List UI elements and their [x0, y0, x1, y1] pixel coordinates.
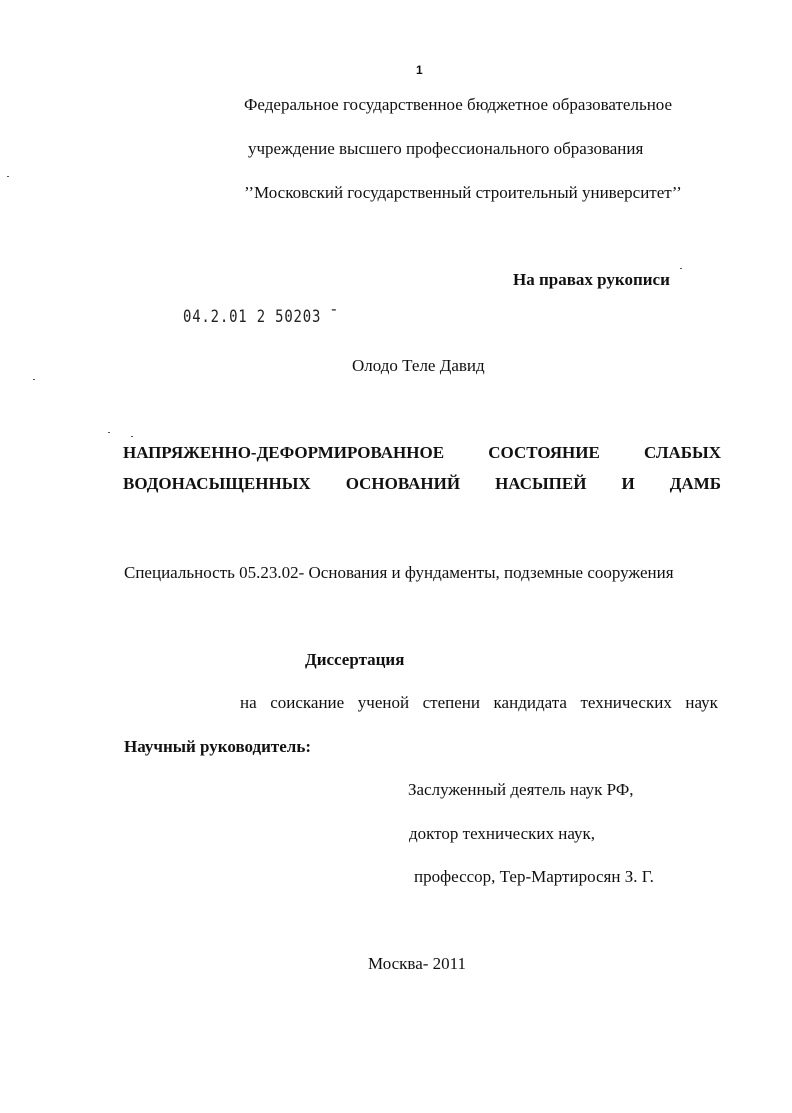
- title-word: ОСНОВАНИЙ: [345, 474, 461, 493]
- degree-word: кандидата: [493, 693, 567, 712]
- scan-speck: [33, 379, 35, 380]
- scan-speck: [108, 432, 110, 433]
- scan-speck: [131, 436, 133, 437]
- degree-word: технических: [580, 693, 672, 712]
- registration-stamp: 04.2.01 2 50203 ̄: [183, 307, 331, 327]
- institution-line-3: ’’Московский государственный строительный университет’’: [244, 183, 682, 202]
- institution-line-2: учреждение высшего профессионального образования: [248, 139, 644, 158]
- degree-word: ученой: [357, 693, 410, 712]
- title-word: НАПРЯЖЕННО-ДЕФОРМИРОВАННОЕ: [123, 443, 445, 462]
- title-word: НАСЫПЕЙ: [495, 474, 587, 493]
- page-number: 1: [416, 63, 423, 77]
- manuscript-note: На правах рукописи: [513, 270, 670, 289]
- dissertation-title-line-1: [123, 443, 721, 463]
- document-type: Диссертация: [305, 650, 405, 669]
- supervisor-name: профессор, Тер-Мартиросян З. Г.: [414, 867, 654, 886]
- author-name: Олодо Теле Давид: [352, 356, 485, 375]
- place-year: Москва- 2011: [368, 954, 467, 973]
- title-word: СОСТОЯНИЕ: [488, 443, 600, 462]
- degree-word: степени: [422, 693, 480, 712]
- scan-speck: [680, 268, 682, 269]
- title-word: И: [621, 474, 635, 493]
- specialty: Специальность 05.23.02- Основания и фундаменты, подземные сооружения: [124, 563, 674, 582]
- supervisor-heading: Научный руководитель:: [124, 737, 311, 756]
- degree-word: на: [240, 693, 257, 712]
- degree-word: соискание: [270, 693, 345, 712]
- supervisor-honor: Заслуженный деятель наук РФ,: [408, 780, 634, 799]
- supervisor-degree: доктор технических наук,: [409, 824, 596, 843]
- institution-line-1: Федеральное государственное бюджетное образовательное: [244, 95, 673, 114]
- scan-speck: [7, 176, 9, 177]
- title-word: ДАМБ: [669, 474, 721, 493]
- degree-word: наук: [685, 693, 718, 712]
- dissertation-title-line-2: [123, 474, 721, 494]
- title-word: СЛАБЫХ: [643, 443, 721, 462]
- degree-line: [240, 693, 718, 713]
- title-word: ВОДОНАСЫЩЕННЫХ: [123, 474, 311, 493]
